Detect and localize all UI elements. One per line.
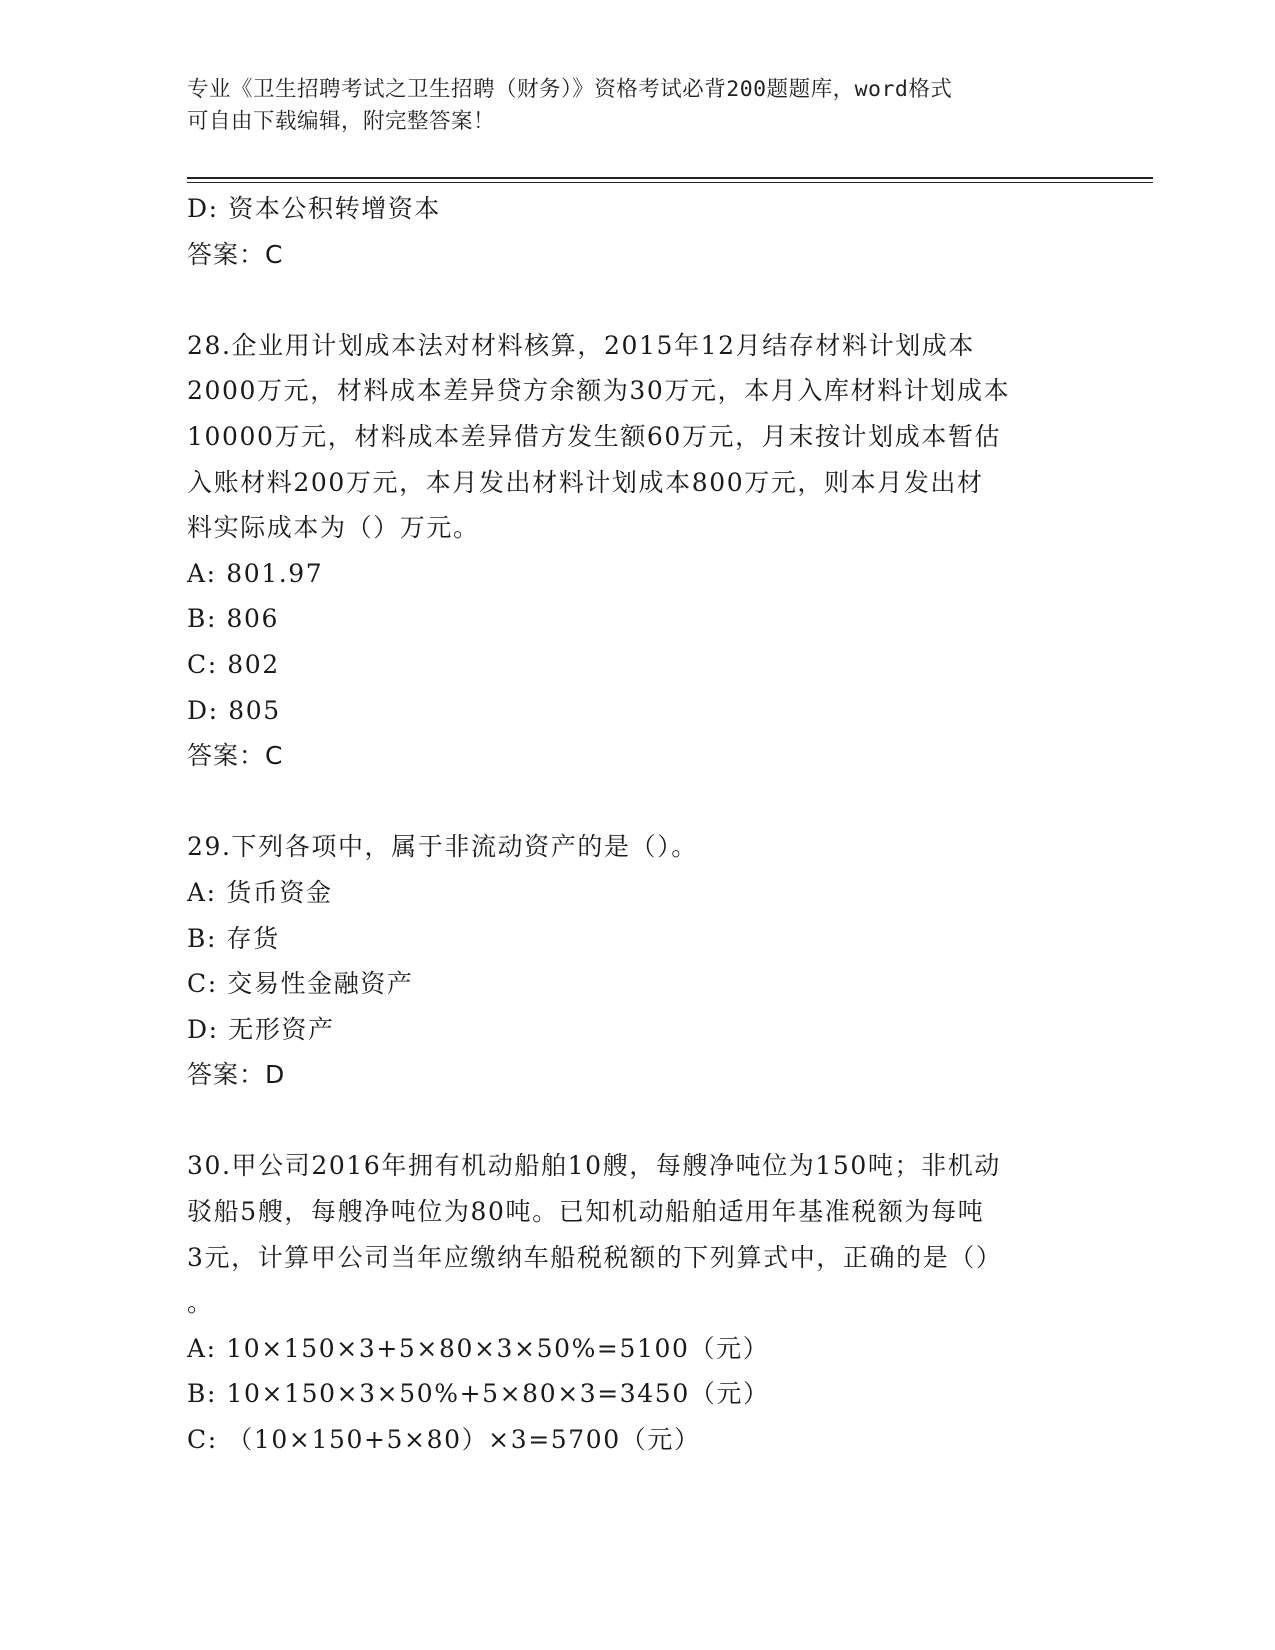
document-body	[187, 186, 1087, 1463]
answer-line: 答案：D	[187, 1060, 286, 1090]
question-stem-line: 30.甲公司2016年拥有机动船舶10艘，每艘净吨位为150吨；非机动	[187, 1151, 1001, 1181]
question-28	[187, 323, 1087, 779]
header-divider	[187, 177, 1153, 179]
spacer	[187, 779, 1087, 825]
header-divider	[187, 182, 1153, 183]
answer-line: 答案：C	[187, 741, 284, 771]
question-stem-line: 入账材料200万元，本月发出材料计划成本800万元，则本月发出材	[187, 467, 984, 497]
question-stem-line: 29.下列各项中，属于非流动资产的是（）。	[187, 832, 698, 862]
option-line: A: 货币资金	[187, 877, 333, 907]
option-line: D: 805	[187, 695, 281, 725]
option-line: B: 存货	[187, 923, 280, 953]
question-30	[187, 1143, 1087, 1462]
question-stem-line: 28.企业用计划成本法对材料核算，2015年12月结存材料计划成本	[187, 330, 975, 360]
spacer	[187, 277, 1087, 323]
question-stem-line: 3元，计算甲公司当年应缴纳车船税税额的下列算式中，正确的是（）	[187, 1242, 1003, 1272]
option-line: C: 802	[187, 649, 280, 679]
question-stem-line: 2000万元，材料成本差异贷方余额为30万元，本月入库材料计划成本	[187, 376, 1011, 406]
option-line: C: （10×150+5×80）×3=5700（元）	[187, 1425, 701, 1455]
option-line: B: 806	[187, 604, 280, 634]
answer-line: 答案：C	[187, 239, 284, 269]
header-line: 可自由下载编辑，附完整答案！	[187, 109, 496, 134]
question-stem-line: 料实际成本为（）万元。	[187, 513, 480, 543]
question-stem-line: 10000万元，材料成本差异借方发生额60万元，月末按计划成本暂估	[187, 421, 1002, 451]
question-stem-line: 驳船5艘，每艘净吨位为80吨。已知机动船舶适用年基准税额为每吨	[187, 1197, 985, 1227]
option-line: D: 资本公积转增资本	[187, 194, 442, 223]
option-line: C: 交易性金融资产	[187, 969, 414, 999]
option-line: A: 801.97	[187, 558, 324, 588]
option-line: D: 无形资产	[187, 1014, 335, 1044]
option-line: A: 10×150×3+5×80×3×50%=5100（元）	[187, 1333, 770, 1363]
option-line: B: 10×150×3×50%+5×80×3=3450（元）	[187, 1379, 770, 1409]
question-stem-line: 。	[187, 1288, 214, 1318]
question-29	[187, 824, 1087, 1098]
document-header	[187, 74, 1087, 138]
spacer	[187, 1098, 1087, 1144]
header-line: 专业《卫生招聘考试之卫生招聘（财务）》资格考试必背200题题库，word格式	[187, 77, 953, 102]
